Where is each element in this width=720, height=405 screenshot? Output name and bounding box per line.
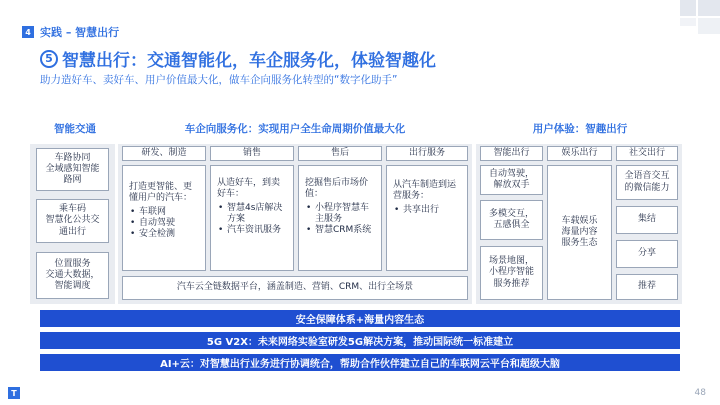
page-number: 48 xyxy=(694,388,706,398)
subtitle: 助力造好车、卖好车、用户价值最大化，做车企向服务化转型的“数字化助手” xyxy=(40,74,398,86)
right-column-head: 用户体验：智趣出行 xyxy=(532,123,628,135)
banner-5g: 5G V2X：未来网络实验室研发5G解决方案，推动国际统一标准建立 xyxy=(40,332,680,349)
box-mobility xyxy=(386,165,468,271)
box-mobility-text: 从汽车制造到运营服务： xyxy=(393,180,457,202)
platform-box: 汽车云全链数据平台，涵盖制造、营销、CRM、出行全场景 xyxy=(122,276,468,300)
entertainment-box: 车载娱乐 海量内容 服务生态 xyxy=(547,165,612,300)
box-sales-text: 从造好车，到卖好车： xyxy=(217,178,281,200)
list-item: • 小程序智慧车主服务 xyxy=(305,203,375,226)
title-text: 智慧出行：交通智能化，车企服务化，体验智趣化 xyxy=(62,51,436,71)
corner-decoration-icon xyxy=(640,0,720,60)
tab-after-sales: 售后 xyxy=(298,146,382,161)
social-gather: 集结 xyxy=(616,206,678,234)
section-number: 4 xyxy=(22,26,34,38)
box-after-sales-text: 挖掘售后市场价值： xyxy=(305,178,369,200)
list-item: • 汽车资讯服务 xyxy=(217,225,287,236)
list-item: • 车联网 xyxy=(129,207,175,218)
tab-social: 社交出行 xyxy=(616,146,678,161)
banner-security: 安全保障体系+海量内容生态 xyxy=(40,310,680,327)
page-title xyxy=(40,46,436,71)
section-tag xyxy=(22,24,119,40)
smart-scene-map: 场景地图， 小程序智能 服务推荐 xyxy=(480,246,543,300)
middle-column-head: 车企向服务化：实现用户全生命周期价值最大化 xyxy=(184,123,406,135)
left-box-location: 位置服务 交通大数据， 智能调度 xyxy=(36,252,109,299)
list-item: • 智慧4s店解决方案 xyxy=(217,203,287,226)
list-item: • 共享出行 xyxy=(393,205,439,216)
left-column-head: 智能交通 xyxy=(54,123,96,135)
box-rd-text: 打造更智能、更懂用户的汽车： xyxy=(129,182,193,204)
list-item: • 自动驾驶 xyxy=(129,218,175,229)
list-item: • 安全检测 xyxy=(129,229,175,240)
left-box-vehicle-road: 车路协同 全域感知智能 路网 xyxy=(36,148,109,191)
tab-smart-travel: 智能出行 xyxy=(480,146,543,161)
brand-logo-icon: T xyxy=(8,387,20,399)
tab-entertainment: 娱乐出行 xyxy=(547,146,612,161)
box-after-sales xyxy=(298,165,382,271)
smart-autodrive: 自动驾驶， 解放双手 xyxy=(480,165,543,195)
list-item: • 智慧CRM系统 xyxy=(305,225,375,236)
left-box-ride-code: 乘车码 智慧化公共交 通出行 xyxy=(36,199,109,243)
social-recommend: 推荐 xyxy=(616,274,678,300)
box-sales xyxy=(210,165,294,271)
section-title: 实践 – 智慧出行 xyxy=(40,26,120,39)
tab-sales: 销售 xyxy=(210,146,294,161)
social-share: 分享 xyxy=(616,240,678,268)
box-rd xyxy=(122,165,206,271)
banner-ai-cloud: AI+云：对智慧出行业务进行协调统合，帮助合作伙伴建立自己的车联网云平台和超级大脑 xyxy=(40,354,680,371)
tab-rd-manufacturing: 研发、制造 xyxy=(122,146,206,161)
social-voice: 全语音交互 的微信能力 xyxy=(616,165,678,200)
smart-multimodal: 多模交互， 五感俱全 xyxy=(480,200,543,240)
tab-mobility-service: 出行服务 xyxy=(386,146,468,161)
title-number: 5 xyxy=(40,50,58,68)
